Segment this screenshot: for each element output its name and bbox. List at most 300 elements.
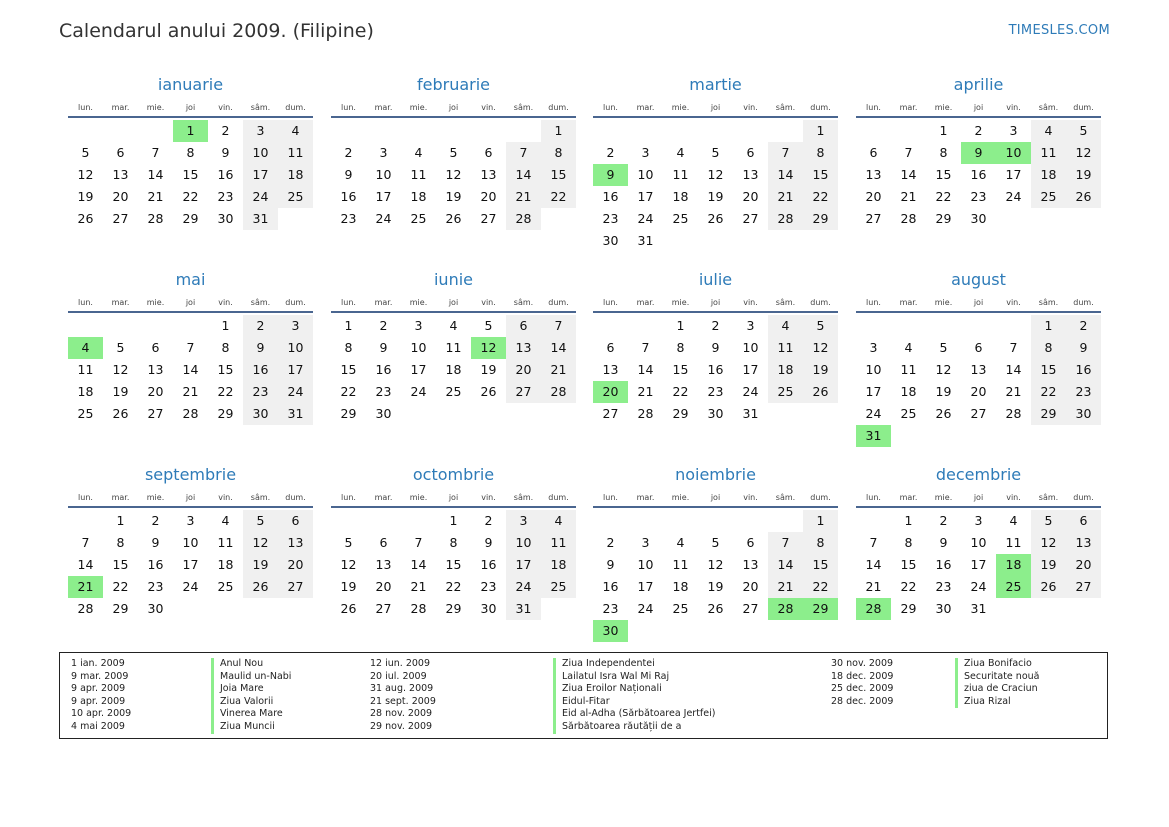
- day-cell: 19: [707, 579, 724, 594]
- holiday-day-cell: 9: [593, 164, 628, 186]
- empty-cell: [768, 120, 803, 142]
- day-cell: 12: [77, 167, 94, 182]
- weekday-label: mie.: [671, 102, 690, 112]
- day-cell: 24: [410, 384, 427, 399]
- weekday-header: [593, 293, 838, 311]
- day-cell: 2: [484, 513, 493, 528]
- weekend-day-cell: 8: [803, 532, 838, 554]
- empty-cell: [996, 425, 1031, 447]
- legend-holiday-name: Ziua Eroilor Naționali: [553, 683, 715, 696]
- weekday-label: dum.: [285, 102, 306, 112]
- month-name: august: [951, 270, 1006, 289]
- day-cell: 21: [182, 384, 199, 399]
- day-cell: 4: [449, 318, 458, 333]
- weekend-day-cell: 8: [803, 142, 838, 164]
- day-cell: 26: [445, 211, 462, 226]
- header-divider: [68, 116, 313, 118]
- day-cell: 24: [637, 601, 654, 616]
- empty-cell: [436, 120, 471, 142]
- empty-cell: [208, 598, 243, 620]
- day-cell: 5: [711, 535, 720, 550]
- weekend-day-cell: 5: [803, 315, 838, 337]
- week-row: [331, 208, 576, 230]
- weekday-label: joi: [973, 492, 984, 502]
- day-cell: 27: [147, 406, 164, 421]
- day-cell: 23: [970, 189, 987, 204]
- day-cell: 2: [221, 123, 230, 138]
- week-row: [856, 554, 1101, 576]
- weekend-day-cell: 25: [768, 381, 803, 403]
- week-row: [68, 315, 313, 337]
- month-septembrie: [68, 464, 313, 620]
- weekend-day-cell: 22: [803, 186, 838, 208]
- empty-cell: [926, 425, 961, 447]
- weekend-day-cell: 19: [1031, 554, 1066, 576]
- day-cell: 19: [935, 384, 952, 399]
- weekday-label: sâm.: [1038, 492, 1059, 502]
- day-cell: 27: [865, 211, 882, 226]
- weekend-day-cell: 17: [506, 554, 541, 576]
- day-cell: 19: [340, 579, 357, 594]
- empty-cell: [803, 403, 838, 425]
- weekend-day-cell: 18: [1031, 164, 1066, 186]
- empty-cell: [663, 120, 698, 142]
- day-cell: 7: [81, 535, 90, 550]
- weekday-label: sâm.: [513, 297, 534, 307]
- weekday-label: joi: [448, 492, 459, 502]
- week-row: [856, 120, 1101, 142]
- day-cell: 18: [672, 579, 689, 594]
- legend-date: 30 nov. 2009: [831, 658, 894, 669]
- weekend-day-cell: 12: [803, 337, 838, 359]
- weekday-label: dum.: [810, 297, 831, 307]
- day-cell: 2: [939, 513, 948, 528]
- day-cell: 12: [112, 362, 129, 377]
- empty-cell: [173, 598, 208, 620]
- legend-names-column: [955, 658, 1039, 708]
- empty-cell: [243, 598, 278, 620]
- day-cell: 17: [410, 362, 427, 377]
- header-divider: [593, 506, 838, 508]
- empty-cell: [366, 510, 401, 532]
- day-cell: 24: [637, 211, 654, 226]
- weekday-label: mie.: [934, 102, 953, 112]
- weekend-day-cell: 26: [1066, 186, 1101, 208]
- week-row: [331, 120, 576, 142]
- legend-date: 20 iul. 2009: [370, 670, 427, 682]
- weekend-day-cell: 21: [768, 576, 803, 598]
- weekend-day-cell: 4: [768, 315, 803, 337]
- day-cell: 19: [480, 362, 497, 377]
- day-cell: 16: [147, 557, 164, 572]
- day-cell: 14: [77, 557, 94, 572]
- legend-holiday-name: Sărbătoarea răutății de a: [553, 721, 715, 734]
- empty-cell: [996, 208, 1031, 230]
- weekday-label: sâm.: [250, 102, 271, 112]
- weekend-day-cell: 11: [541, 532, 576, 554]
- month-octombrie: [331, 464, 576, 620]
- legend-date: 28 nov. 2009: [370, 708, 433, 720]
- day-cell: 2: [379, 318, 388, 333]
- weekend-day-cell: 1: [803, 510, 838, 532]
- day-cell: 1: [344, 318, 353, 333]
- legend-date: 9 mar. 2009: [71, 670, 129, 682]
- week-row: [593, 532, 838, 554]
- day-cell: 20: [480, 189, 497, 204]
- weekend-day-cell: 7: [768, 532, 803, 554]
- legend-holiday-name: Joia Mare: [211, 683, 291, 696]
- weekend-day-cell: 17: [278, 359, 313, 381]
- weekday-label: mar.: [899, 297, 918, 307]
- day-cell: 25: [672, 601, 689, 616]
- day-cell: 23: [217, 189, 234, 204]
- weekend-day-cell: 28: [541, 381, 576, 403]
- day-cell: 10: [182, 535, 199, 550]
- weekday-label: sâm.: [250, 492, 271, 502]
- day-cell: 29: [340, 406, 357, 421]
- weekend-day-cell: 30: [1066, 403, 1101, 425]
- day-cell: 27: [480, 211, 497, 226]
- day-cell: 14: [147, 167, 164, 182]
- weekend-day-cell: 27: [1066, 576, 1101, 598]
- week-row: [856, 576, 1101, 598]
- empty-cell: [103, 315, 138, 337]
- empty-cell: [331, 120, 366, 142]
- empty-cell: [138, 315, 173, 337]
- day-cell: 30: [217, 211, 234, 226]
- weekday-label: dum.: [285, 492, 306, 502]
- day-cell: 13: [742, 167, 759, 182]
- weekday-label: lun.: [341, 102, 356, 112]
- weekday-label: dum.: [1073, 297, 1094, 307]
- weekend-day-cell: 7: [768, 142, 803, 164]
- weekday-label: vin.: [481, 297, 496, 307]
- weekday-header: [593, 488, 838, 506]
- empty-cell: [331, 510, 366, 532]
- month-august: [856, 269, 1101, 447]
- empty-cell: [1066, 425, 1101, 447]
- weekday-label: joi: [973, 297, 984, 307]
- empty-cell: [506, 403, 541, 425]
- empty-cell: [1066, 208, 1101, 230]
- empty-cell: [926, 315, 961, 337]
- day-cell: 15: [340, 362, 357, 377]
- weekend-day-cell: 21: [506, 186, 541, 208]
- day-cell: 3: [869, 340, 878, 355]
- legend-date: 28 dec. 2009: [831, 695, 894, 707]
- legend-holiday-name: ziua de Craciun: [955, 683, 1039, 696]
- day-cell: 25: [410, 211, 427, 226]
- week-row: [68, 337, 313, 359]
- day-cell: 11: [445, 340, 462, 355]
- empty-cell: [471, 403, 506, 425]
- day-cell: 26: [112, 406, 129, 421]
- weekday-label: joi: [185, 297, 196, 307]
- weekend-day-cell: 28: [768, 208, 803, 230]
- day-cell: 23: [602, 211, 619, 226]
- legend-holiday-name: Securitate nouă: [955, 671, 1039, 684]
- weekend-day-cell: 10: [278, 337, 313, 359]
- weekday-header: [331, 293, 576, 311]
- header-divider: [68, 506, 313, 508]
- week-row: [593, 120, 838, 142]
- empty-cell: [68, 120, 103, 142]
- month-mai: [68, 269, 313, 425]
- weekday-label: lun.: [78, 492, 93, 502]
- weekday-label: mie.: [409, 492, 428, 502]
- weekend-day-cell: 27: [506, 381, 541, 403]
- weekend-day-cell: 15: [803, 554, 838, 576]
- week-row: [856, 164, 1101, 186]
- day-cell: 16: [375, 362, 392, 377]
- weekday-label: mar.: [636, 297, 655, 307]
- weekday-label: mar.: [111, 102, 130, 112]
- weekend-day-cell: 23: [1066, 381, 1101, 403]
- day-cell: 18: [672, 189, 689, 204]
- day-cell: 16: [707, 362, 724, 377]
- day-cell: 30: [707, 406, 724, 421]
- weekday-header: [856, 98, 1101, 116]
- weekday-label: mar.: [374, 297, 393, 307]
- day-cell: 19: [707, 189, 724, 204]
- day-cell: 13: [742, 557, 759, 572]
- weekend-day-cell: 11: [1031, 142, 1066, 164]
- weekend-day-cell: 25: [541, 576, 576, 598]
- month-iulie: [593, 269, 838, 425]
- weekday-label: dum.: [1073, 102, 1094, 112]
- week-row: [856, 186, 1101, 208]
- week-row: [331, 510, 576, 532]
- day-cell: 6: [974, 340, 983, 355]
- weekday-label: dum.: [548, 492, 569, 502]
- empty-cell: [471, 120, 506, 142]
- holiday-day-cell: 18: [996, 554, 1031, 576]
- weekday-label: sâm.: [513, 102, 534, 112]
- empty-cell: [401, 510, 436, 532]
- day-cell: 16: [935, 557, 952, 572]
- weekday-header: [331, 98, 576, 116]
- day-cell: 15: [935, 167, 952, 182]
- weekday-label: joi: [448, 102, 459, 112]
- day-cell: 9: [484, 535, 493, 550]
- weekend-day-cell: 1: [541, 120, 576, 142]
- holiday-day-cell: 25: [996, 576, 1031, 598]
- weekend-day-cell: 1: [803, 120, 838, 142]
- day-cell: 22: [112, 579, 129, 594]
- day-cell: 25: [445, 384, 462, 399]
- holiday-legend: [59, 652, 1108, 739]
- day-cell: 28: [1005, 406, 1022, 421]
- empty-cell: [698, 230, 733, 252]
- weekend-day-cell: 29: [1031, 403, 1066, 425]
- day-cell: 9: [939, 535, 948, 550]
- week-row: [593, 381, 838, 403]
- week-row: [856, 532, 1101, 554]
- holiday-day-cell: 12: [471, 337, 506, 359]
- day-cell: 21: [147, 189, 164, 204]
- weekend-day-cell: 6: [278, 510, 313, 532]
- day-cell: 14: [900, 167, 917, 182]
- week-row: [331, 186, 576, 208]
- month-name: iulie: [698, 270, 733, 289]
- week-row: [593, 598, 838, 620]
- weekday-label: dum.: [548, 297, 569, 307]
- weekday-label: joi: [710, 297, 721, 307]
- empty-cell: [891, 425, 926, 447]
- weekend-day-cell: 16: [243, 359, 278, 381]
- day-cell: 16: [602, 189, 619, 204]
- day-cell: 6: [484, 145, 493, 160]
- day-cell: 29: [900, 601, 917, 616]
- empty-cell: [541, 208, 576, 230]
- weekend-day-cell: 6: [506, 315, 541, 337]
- empty-cell: [278, 208, 313, 230]
- weekday-label: sâm.: [250, 297, 271, 307]
- empty-cell: [1066, 598, 1101, 620]
- header-divider: [593, 311, 838, 313]
- legend-names-column: [553, 658, 715, 734]
- week-row: [68, 164, 313, 186]
- day-cell: 1: [116, 513, 125, 528]
- legend-date: 10 apr. 2009: [71, 708, 132, 720]
- day-cell: 24: [742, 384, 759, 399]
- day-cell: 24: [970, 579, 987, 594]
- header-divider: [331, 506, 576, 508]
- day-cell: 23: [480, 579, 497, 594]
- day-cell: 20: [865, 189, 882, 204]
- day-cell: 19: [112, 384, 129, 399]
- week-row: [331, 532, 576, 554]
- weekend-day-cell: 11: [278, 142, 313, 164]
- weekend-day-cell: 23: [243, 381, 278, 403]
- weekday-label: mar.: [111, 492, 130, 502]
- day-cell: 17: [375, 189, 392, 204]
- weekday-label: vin.: [743, 102, 758, 112]
- weekday-label: dum.: [810, 102, 831, 112]
- weekend-day-cell: 14: [541, 337, 576, 359]
- weekend-day-cell: 25: [278, 186, 313, 208]
- legend-holiday-name: Ziua Independentei: [553, 658, 715, 671]
- weekday-header: [331, 488, 576, 506]
- empty-cell: [663, 230, 698, 252]
- weekend-day-cell: 31: [278, 403, 313, 425]
- day-cell: 11: [217, 535, 234, 550]
- day-cell: 22: [900, 579, 917, 594]
- weekday-label: lun.: [603, 297, 618, 307]
- empty-cell: [401, 403, 436, 425]
- day-cell: 10: [375, 167, 392, 182]
- weekend-day-cell: 8: [541, 142, 576, 164]
- day-cell: 14: [637, 362, 654, 377]
- weekend-day-cell: 20: [506, 359, 541, 381]
- weekend-day-cell: 9: [1066, 337, 1101, 359]
- weekend-day-cell: 14: [768, 554, 803, 576]
- day-cell: 15: [217, 362, 234, 377]
- day-cell: 2: [711, 318, 720, 333]
- empty-cell: [628, 120, 663, 142]
- weekday-label: lun.: [341, 492, 356, 502]
- day-cell: 4: [1009, 513, 1018, 528]
- day-cell: 31: [637, 233, 654, 248]
- weekend-day-cell: 14: [506, 164, 541, 186]
- day-cell: 18: [445, 362, 462, 377]
- day-cell: 28: [77, 601, 94, 616]
- weekend-day-cell: 10: [243, 142, 278, 164]
- day-cell: 15: [900, 557, 917, 572]
- header-divider: [331, 116, 576, 118]
- weekend-day-cell: 13: [1066, 532, 1101, 554]
- month-name: septembrie: [144, 465, 237, 484]
- weekend-day-cell: 29: [803, 208, 838, 230]
- holiday-day-cell: 20: [593, 381, 628, 403]
- header-divider: [856, 116, 1101, 118]
- empty-cell: [436, 403, 471, 425]
- weekday-label: mar.: [899, 492, 918, 502]
- empty-cell: [698, 510, 733, 532]
- weekend-day-cell: 14: [768, 164, 803, 186]
- day-cell: 7: [904, 145, 913, 160]
- day-cell: 21: [865, 579, 882, 594]
- day-cell: 27: [742, 211, 759, 226]
- empty-cell: [506, 120, 541, 142]
- day-cell: 8: [186, 145, 195, 160]
- day-cell: 15: [445, 557, 462, 572]
- day-cell: 27: [602, 406, 619, 421]
- weekend-day-cell: 18: [768, 359, 803, 381]
- day-cell: 22: [340, 384, 357, 399]
- header-divider: [331, 311, 576, 313]
- site-brand-link[interactable]: TIMESLES.COM: [1008, 23, 1110, 38]
- weekday-label: sâm.: [1038, 297, 1059, 307]
- day-cell: 29: [217, 406, 234, 421]
- legend-dates-column: [370, 658, 436, 734]
- day-cell: 23: [375, 384, 392, 399]
- day-cell: 21: [1005, 384, 1022, 399]
- week-row: [68, 120, 313, 142]
- month-name: ianuarie: [157, 75, 224, 94]
- week-row: [68, 576, 313, 598]
- day-cell: 2: [151, 513, 160, 528]
- weekend-day-cell: 24: [278, 381, 313, 403]
- day-cell: 16: [602, 579, 619, 594]
- day-cell: 30: [602, 233, 619, 248]
- week-row: [593, 510, 838, 532]
- day-cell: 27: [375, 601, 392, 616]
- weekend-day-cell: 3: [243, 120, 278, 142]
- day-cell: 20: [375, 579, 392, 594]
- empty-cell: [593, 510, 628, 532]
- weekday-label: lun.: [603, 492, 618, 502]
- day-cell: 6: [746, 145, 755, 160]
- day-cell: 12: [707, 557, 724, 572]
- day-cell: 10: [637, 167, 654, 182]
- month-ianuarie: [68, 74, 313, 230]
- weekend-day-cell: 2: [1066, 315, 1101, 337]
- week-row: [593, 403, 838, 425]
- day-cell: 1: [939, 123, 948, 138]
- weekend-day-cell: 21: [541, 359, 576, 381]
- weekday-header: [856, 293, 1101, 311]
- day-cell: 24: [182, 579, 199, 594]
- weekday-label: mie.: [146, 102, 165, 112]
- week-row: [331, 164, 576, 186]
- holiday-day-cell: 10: [996, 142, 1031, 164]
- week-row: [856, 403, 1101, 425]
- weekday-label: lun.: [866, 102, 881, 112]
- weekday-label: vin.: [218, 102, 233, 112]
- day-cell: 9: [711, 340, 720, 355]
- day-cell: 7: [186, 340, 195, 355]
